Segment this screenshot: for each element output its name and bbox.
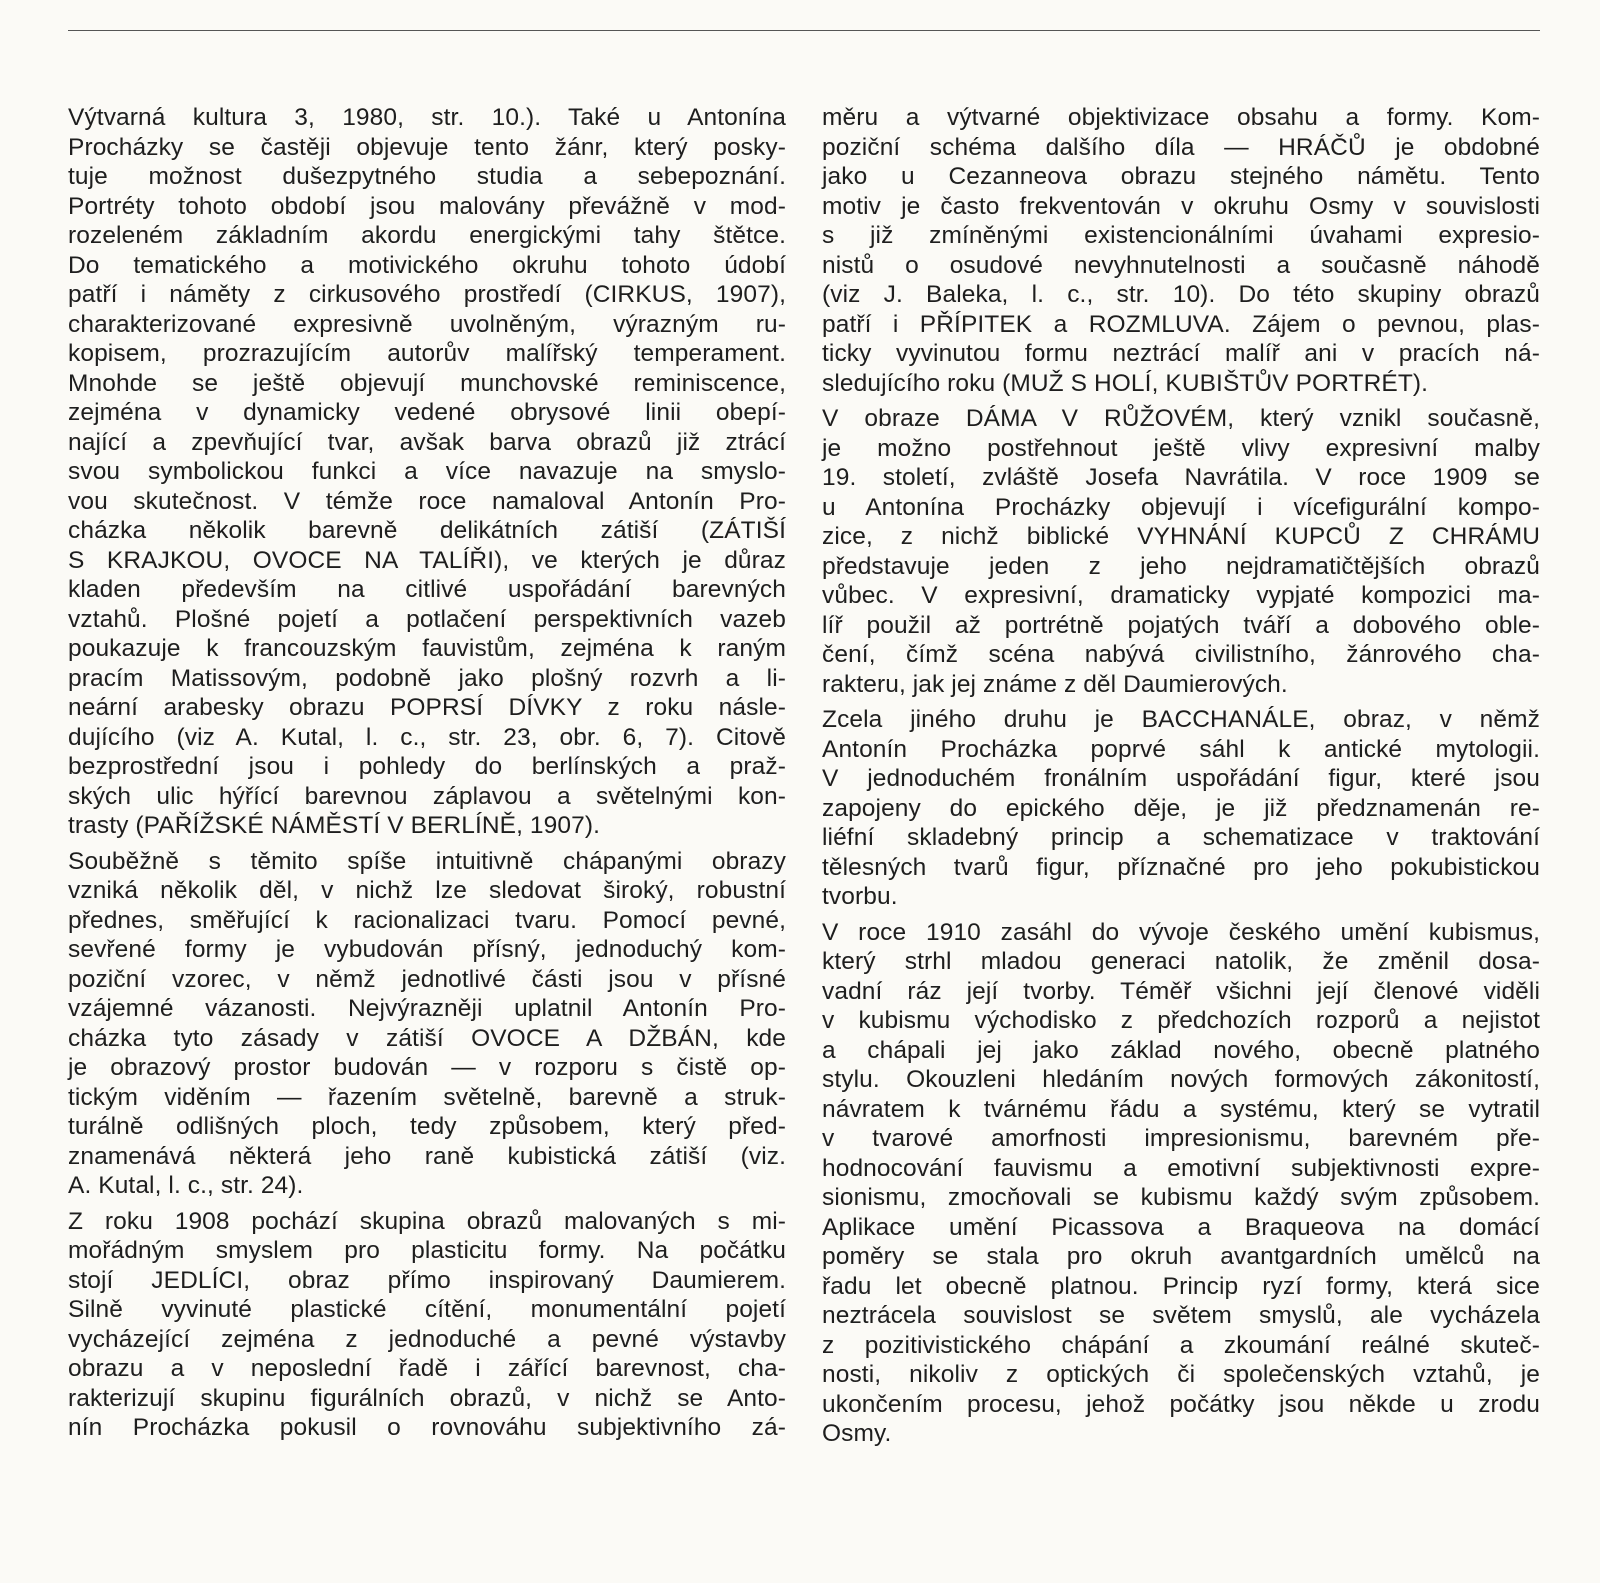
text-line: neární arabesky obrazu POPRSÍ DÍVKY z roku násle-: [68, 694, 786, 721]
text-line: poziční schéma dalšího díla — HRÁČŮ je obdobné: [822, 133, 1540, 161]
text-line: liéfní skladebný princip a schematizace v traktování: [822, 824, 1540, 851]
text-line: Antonín Procházka poprvé sáhl k antické mytologii.: [822, 735, 1540, 763]
paragraph: [822, 404, 1540, 699]
text-line: zejména v dynamicky vedené obrysové linii obepí-: [68, 399, 786, 426]
text-line: měru a výtvarné objektivizace obsahu a formy. Kom-: [822, 104, 1540, 131]
text-line: obrazu a v neposlední řadě i zářící barevnost, cha-: [68, 1355, 786, 1382]
paragraph: [822, 918, 1540, 1449]
text-line: svou symbolickou funkci a více navazuje na smyslo-: [68, 458, 786, 485]
text-line: charakterizované expresivně uvolněným, výrazným ru-: [68, 310, 786, 338]
text-line: představuje jeden z jeho nejdramatičtějších obrazů: [822, 552, 1540, 580]
text-line: kladen především na citlivé uspořádání barevných: [68, 576, 786, 603]
text-line: řadu let obecně platnou. Princip ryzí formy, která sice: [822, 1272, 1540, 1300]
text-line: vadní ráz její tvorby. Téměř všichni její členové viděli: [822, 977, 1540, 1005]
text-line: v kubismu východisko z předchozích rozporů a nejistot: [822, 1007, 1540, 1034]
text-line: Osmy.: [822, 1420, 892, 1447]
text-line: patří i PŘÍPITEK a ROZMLUVA. Zájem o pevnou, plas-: [822, 310, 1540, 338]
top-rule: [68, 30, 1540, 31]
text-line: cházka tyto zásady v zátiší OVOCE A DŽBÁN, kde: [68, 1024, 786, 1052]
text-line: Do tematického a motivického okruhu tohoto údobí: [68, 251, 786, 279]
text-line: zice, z nichž biblické VYHNÁNÍ KUPCŮ Z CHRÁMU: [822, 523, 1540, 550]
text-line: přednes, směřující k racionalizaci tvaru. Pomocí pevné,: [68, 906, 786, 934]
text-line: S KRAJKOU, OVOCE NA TALÍŘI), ve kterých je důraz: [68, 546, 786, 574]
text-line: vztahů. Plošné pojetí a potlačení perspektivních vazeb: [68, 605, 786, 633]
text-line: a chápali jej jako základ nového, obecně platného: [822, 1036, 1540, 1064]
text-column-left: [68, 103, 786, 1449]
text-line: tělesných tvarů figur, příznačné pro jeho pokubistickou: [822, 853, 1540, 881]
text-line: sledujícího roku (MUŽ S HOLÍ, KUBIŠTŮV PORTRÉT).: [822, 369, 1429, 397]
text-line: ských ulic hýřící barevnou záplavou a světelnými kon-: [68, 782, 786, 810]
text-line: Aplikace umění Picassova a Braqueova na domácí: [822, 1213, 1540, 1241]
text-line: sevřené formy je vybudován přísný, jednoduchý kom-: [68, 936, 786, 963]
text-line: pracím Matissovým, podobně jako plošný rozvrh a li-: [68, 664, 786, 692]
text-line: rakteru, jak jej známe z děl Daumierových.: [822, 670, 1288, 698]
text-line: vzájemné vázanosti. Nejvýrazněji uplatnil Antonín Pro-: [68, 995, 786, 1022]
text-line: zapojeny do epického děje, je již předznamenán re-: [822, 794, 1540, 822]
text-line: Souběžně s těmito spíše intuitivně chápanými obrazy: [68, 847, 786, 875]
text-line: ticky vyvinutou formu neztrácí malíř ani v pracích ná-: [822, 340, 1540, 367]
text-line: Výtvarná kultura 3, 1980, str. 10.). Také u Antonína: [68, 104, 786, 131]
text-line: Z roku 1908 pochází skupina obrazů malovaných s mi-: [68, 1207, 786, 1235]
text-line: nistů o osudové nevyhnutelnosti a současně náhodě: [822, 251, 1540, 279]
text-column-right: [822, 103, 1540, 1455]
text-line: V roce 1910 zasáhl do vývoje českého umění kubismus,: [822, 918, 1540, 946]
text-line: (viz J. Baleka, l. c., str. 10). Do této skupiny obrazů: [822, 281, 1540, 308]
text-line: nající a zpevňující tvar, avšak barva obrazů již ztrácí: [68, 428, 786, 456]
text-line: u Antonína Procházky objevují i vícefigurální kompo-: [822, 493, 1540, 521]
paragraph: [822, 705, 1540, 912]
text-line: nín Procházka pokusil o rovnováhu subjektivního zá-: [68, 1414, 786, 1441]
text-line: Procházky se častěji objevuje tento žánr, který posky-: [68, 133, 786, 161]
paragraph: [68, 103, 786, 841]
text-line: rozeleném základním akordu energickými tahy štětce.: [68, 222, 786, 249]
text-line: patří i náměty z cirkusového prostředí (CIRKUS, 1907),: [68, 281, 786, 308]
text-line: turálně odlišných ploch, tedy způsobem, který před-: [68, 1113, 786, 1140]
text-line: stojí JEDLÍCI, obraz přímo inspirovaný Daumierem.: [68, 1266, 786, 1294]
text-line: je možno postřehnout ještě vlivy expresivní malby: [822, 434, 1540, 462]
text-line: poukazuje k francouzským fauvistům, zejména k raným: [68, 635, 786, 662]
text-line: stylu. Okouzleni hledáním nových formových zákonitostí,: [822, 1066, 1540, 1093]
text-line: v tvarové amorfnosti impresionismu, barevném pře-: [822, 1125, 1540, 1152]
text-line: návratem k tvárnému řádu a systému, který se vytratil: [822, 1095, 1540, 1123]
text-line: V jednoduchém fronálním uspořádání figur, které jsou: [822, 765, 1540, 792]
text-line: rakterizují skupinu figurálních obrazů, v nichž se Anto-: [68, 1384, 786, 1412]
text-line: vou skutečnost. V témže roce namaloval Antonín Pro-: [68, 487, 786, 515]
text-line: s již zmíněnými existencionálními úvahami expresio-: [822, 222, 1540, 249]
text-line: jako u Cezanneova obrazu stejného námětu. Tento: [822, 163, 1540, 190]
text-line: A. Kutal, l. c., str. 24).: [68, 1172, 304, 1199]
text-line: hodnocování fauvismu a emotivní subjektivnosti expre-: [822, 1154, 1540, 1182]
paragraph: [68, 847, 786, 1201]
text-line: V obraze DÁMA V RŮŽOVÉM, který vznikl současně,: [822, 405, 1540, 432]
text-line: neztrácela souvislost se světem smyslů, ale vycházela: [822, 1302, 1540, 1329]
paragraph: [822, 103, 1540, 398]
text-line: mořádným smyslem pro plasticitu formy. Na počátku: [68, 1237, 786, 1264]
text-line: Portréty tohoto období jsou malovány převážně v mod-: [68, 192, 786, 220]
text-line: Mnohde se ještě objevují munchovské reminiscence,: [68, 369, 786, 397]
paragraph: [68, 1207, 786, 1443]
text-line: čení, čímž scéna nabývá civilistního, žánrového cha-: [822, 641, 1540, 668]
text-line: poziční vzorec, v němž jednotlivé části jsou v přísné: [68, 965, 786, 993]
text-line: je obrazový prostor budován — v rozporu s čistě op-: [68, 1054, 786, 1081]
text-line: Zcela jiného druhu je BACCHANÁLE, obraz, v němž: [822, 706, 1540, 733]
text-line: Silně vyvinuté plastické cítění, monumentální pojetí: [68, 1296, 786, 1323]
text-line: líř použil až portrétně pojatých tváří a dobového oble-: [822, 611, 1540, 639]
text-line: dujícího (viz A. Kutal, l. c., str. 23, obr. 6, 7). Citově: [68, 723, 786, 751]
text-line: motiv je často frekventován v okruhu Osmy v souvislosti: [822, 192, 1540, 220]
text-line: tuje možnost dušezpytného studia a sebepoznání.: [68, 163, 786, 190]
text-line: vzniká několik děl, v nichž lze sledovat široký, robustní: [68, 877, 786, 904]
text-line: znamenává některá jeho raně kubistická zátiší (viz.: [68, 1142, 786, 1170]
text-line: sionismu, zmocňovali se kubismu každý svým způsobem.: [822, 1184, 1540, 1211]
text-line: bezprostřední jsou i pohledy do berlínských a praž-: [68, 753, 786, 780]
text-line: tvorbu.: [822, 883, 898, 910]
text-line: který strhl mladou generaci natolik, že změnil dosa-: [822, 948, 1540, 975]
text-line: z pozitivistického chápání a zkoumání reálné skuteč-: [822, 1331, 1540, 1359]
text-line: trasty (PAŘÍŽSKÉ NÁMĚSTÍ V BERLÍNĚ, 1907).: [68, 812, 601, 839]
text-line: vůbec. V expresivní, dramaticky vypjaté kompozici ma-: [822, 582, 1540, 609]
text-line: cházka několik barevně delikátních zátiší (ZÁTIŠÍ: [68, 517, 786, 544]
text-line: poměry se stala pro okruh avantgardních umělců na: [822, 1243, 1540, 1270]
text-line: ukončením procesu, jehož počátky jsou někde u zrodu: [822, 1390, 1540, 1418]
text-line: tickým viděním — řazením světelně, barevně a struk-: [68, 1083, 786, 1111]
text-line: kopisem, prozrazujícím autorův malířský temperament.: [68, 340, 786, 367]
text-line: nosti, nikoliv z optických či společenských vztahů, je: [822, 1361, 1540, 1388]
text-line: vycházející zejména z jednoduché a pevné výstavby: [68, 1325, 786, 1353]
text-line: 19. století, zvláště Josefa Navrátila. V roce 1909 se: [822, 464, 1540, 491]
